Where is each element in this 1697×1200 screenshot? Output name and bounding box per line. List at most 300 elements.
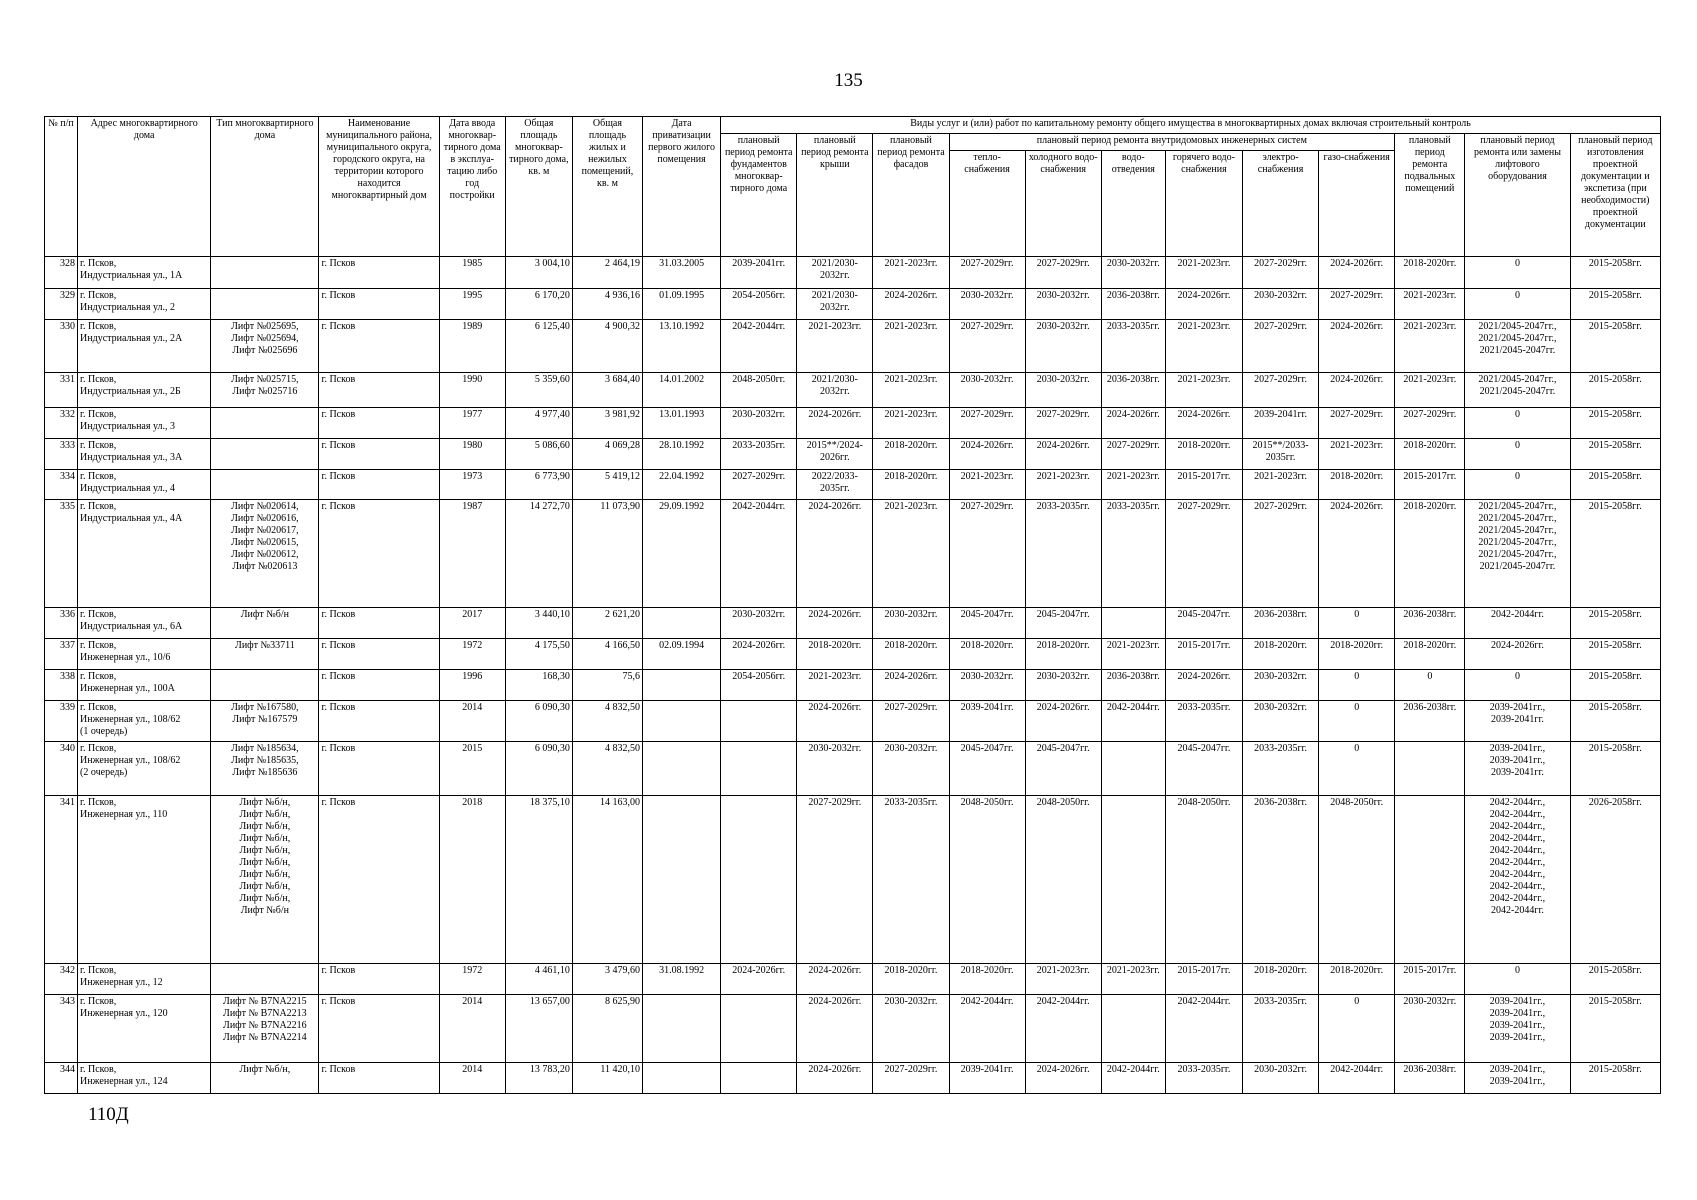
electric-cell: 2030-2032гг. [1243, 670, 1319, 701]
facade-cell: 2021-2023гг. [873, 373, 949, 408]
table-row [45, 257, 1661, 289]
design-docs-cell: 2015-2058гг. [1570, 995, 1660, 1063]
row-number: 329 [45, 289, 78, 320]
header-living-area: Общая площадь жилых и нежилых помещений, кв. м [572, 117, 642, 257]
basement-cell: 2018-2020гг. [1395, 639, 1465, 670]
design-docs-cell: 2015-2058гг. [1570, 373, 1660, 408]
sewer-cell: 2033-2035гг. [1101, 320, 1165, 373]
facade-cell: 2021-2023гг. [873, 500, 949, 608]
elevator-cell: 2024-2026гг. [1465, 639, 1570, 670]
heat-cell: 2027-2029гг. [949, 408, 1025, 439]
gas-cell: 2018-2020гг. [1319, 639, 1395, 670]
row-number: 338 [45, 670, 78, 701]
header-works-group: Виды услуг и (или) работ по капитальному ремонту общего имущества в многоквартирных домах включая строительный контроль [721, 117, 1661, 134]
year-cell: 2017 [439, 608, 505, 639]
electric-cell: 2027-2029гг. [1243, 500, 1319, 608]
type-cell [211, 289, 319, 320]
type-cell: Лифт №020614, Лифт №020616, Лифт №020617, Лифт №020615, Лифт №020612, Лифт №020613 [211, 500, 319, 608]
total-area-cell: 4 461,10 [505, 964, 572, 995]
privatization-cell: 22.04.1992 [643, 470, 721, 500]
foundation-cell [721, 796, 797, 964]
privatization-cell [643, 670, 721, 701]
table-row [45, 608, 1661, 639]
design-docs-cell: 2015-2058гг. [1570, 670, 1660, 701]
cold-water-cell: 2030-2032гг. [1025, 289, 1101, 320]
privatization-cell: 02.09.1994 [643, 639, 721, 670]
district-cell: г. Псков [319, 742, 439, 796]
sewer-cell: 2042-2044гг. [1101, 1063, 1165, 1094]
year-cell: 1989 [439, 320, 505, 373]
living-area-cell: 4 832,50 [572, 701, 642, 742]
foundation-cell: 2042-2044гг. [721, 500, 797, 608]
row-number: 336 [45, 608, 78, 639]
design-docs-cell: 2015-2058гг. [1570, 701, 1660, 742]
sewer-cell: 2036-2038гг. [1101, 373, 1165, 408]
row-number: 332 [45, 408, 78, 439]
cold-water-cell: 2018-2020гг. [1025, 639, 1101, 670]
basement-cell [1395, 796, 1465, 964]
gas-cell: 0 [1319, 608, 1395, 639]
gas-cell: 2024-2026гг. [1319, 373, 1395, 408]
heat-cell: 2027-2029гг. [949, 500, 1025, 608]
hot-water-cell: 2045-2047гг. [1165, 742, 1242, 796]
district-cell: г. Псков [319, 257, 439, 289]
roof-cell: 2027-2029гг. [797, 796, 873, 964]
hot-water-cell: 2033-2035гг. [1165, 701, 1242, 742]
hot-water-cell: 2015-2017гг. [1165, 964, 1242, 995]
hot-water-cell: 2021-2023гг. [1165, 320, 1242, 373]
total-area-cell: 6 773,90 [505, 470, 572, 500]
row-number: 335 [45, 500, 78, 608]
design-docs-cell: 2015-2058гг. [1570, 639, 1660, 670]
year-cell: 1995 [439, 289, 505, 320]
heat-cell: 2030-2032гг. [949, 373, 1025, 408]
elevator-cell: 0 [1465, 439, 1570, 470]
type-cell [211, 470, 319, 500]
header-district: Наименование муниципального района, муниципального округа, городского округа, на территории которого находится многоквартирный дом [319, 117, 439, 257]
design-docs-cell: 2015-2058гг. [1570, 408, 1660, 439]
privatization-cell: 13.01.1993 [643, 408, 721, 439]
elevator-cell: 2021/2045-2047гг., 2021/2045-2047гг., 2021/2045-2047гг. [1465, 320, 1570, 373]
cold-water-cell: 2021-2023гг. [1025, 964, 1101, 995]
type-cell: Лифт №33711 [211, 639, 319, 670]
electric-cell: 2039-2041гг. [1243, 408, 1319, 439]
heat-cell: 2018-2020гг. [949, 964, 1025, 995]
district-cell: г. Псков [319, 796, 439, 964]
address-cell: г. Псков, Индустриальная ул., 6А [78, 608, 211, 639]
district-cell: г. Псков [319, 701, 439, 742]
foundation-cell: 2030-2032гг. [721, 408, 797, 439]
basement-cell: 2021-2023гг. [1395, 373, 1465, 408]
foundation-cell: 2030-2032гг. [721, 608, 797, 639]
basement-cell: 2018-2020гг. [1395, 439, 1465, 470]
header-gas: газо-снабжения [1319, 151, 1395, 257]
gas-cell: 0 [1319, 742, 1395, 796]
address-cell: г. Псков, Инженерная ул., 108/62 (2 очередь) [78, 742, 211, 796]
type-cell [211, 670, 319, 701]
type-cell: Лифт №б/н, [211, 1063, 319, 1094]
facade-cell: 2024-2026гг. [873, 289, 949, 320]
header-total-area: Общая площадь многоквар-тирного дома, кв. м [505, 117, 572, 257]
cold-water-cell: 2024-2026гг. [1025, 439, 1101, 470]
address-cell: г. Псков, Индустриальная ул., 2 [78, 289, 211, 320]
design-docs-cell: 2015-2058гг. [1570, 320, 1660, 373]
elevator-cell: 2021/2045-2047гг., 2021/2045-2047гг., 2021/2045-2047гг., 2021/2045-2047гг., 2021/2045-2047гг., 2021/2045-2047гг. [1465, 500, 1570, 608]
living-area-cell: 75,6 [572, 670, 642, 701]
address-cell: г. Псков, Индустриальная ул., 2Б [78, 373, 211, 408]
design-docs-cell: 2015-2058гг. [1570, 289, 1660, 320]
district-cell: г. Псков [319, 373, 439, 408]
privatization-cell: 01.09.1995 [643, 289, 721, 320]
district-cell: г. Псков [319, 289, 439, 320]
foundation-cell: 2024-2026гг. [721, 639, 797, 670]
year-cell: 1996 [439, 670, 505, 701]
roof-cell: 2021-2023гг. [797, 320, 873, 373]
total-area-cell: 168,30 [505, 670, 572, 701]
basement-cell [1395, 742, 1465, 796]
total-area-cell: 4 977,40 [505, 408, 572, 439]
row-number: 344 [45, 1063, 78, 1094]
roof-cell: 2021/2030-2032гг. [797, 373, 873, 408]
sewer-cell: 2027-2029гг. [1101, 439, 1165, 470]
roof-cell: 2024-2026гг. [797, 701, 873, 742]
header-engineering-group: плановый период ремонта внутридомовых инженерных систем [949, 134, 1395, 151]
facade-cell: 2030-2032гг. [873, 608, 949, 639]
row-number: 337 [45, 639, 78, 670]
living-area-cell: 4 900,32 [572, 320, 642, 373]
sewer-cell: 2030-2032гг. [1101, 257, 1165, 289]
table-row [45, 1063, 1661, 1094]
total-area-cell: 13 657,00 [505, 995, 572, 1063]
design-docs-cell: 2015-2058гг. [1570, 742, 1660, 796]
year-cell: 2015 [439, 742, 505, 796]
roof-cell: 2024-2026гг. [797, 608, 873, 639]
district-cell: г. Псков [319, 670, 439, 701]
roof-cell: 2021/2030-2032гг. [797, 257, 873, 289]
basement-cell: 2036-2038гг. [1395, 701, 1465, 742]
sewer-cell [1101, 796, 1165, 964]
total-area-cell: 6 090,30 [505, 701, 572, 742]
privatization-cell [643, 701, 721, 742]
sewer-cell: 2021-2023гг. [1101, 964, 1165, 995]
heat-cell: 2042-2044гг. [949, 995, 1025, 1063]
elevator-cell: 2039-2041гг., 2039-2041гг., 2039-2041гг. [1465, 742, 1570, 796]
living-area-cell: 11 073,90 [572, 500, 642, 608]
row-number: 331 [45, 373, 78, 408]
foundation-cell: 2027-2029гг. [721, 470, 797, 500]
basement-cell: 2027-2029гг. [1395, 408, 1465, 439]
year-cell: 1972 [439, 639, 505, 670]
row-number: 330 [45, 320, 78, 373]
basement-cell: 2030-2032гг. [1395, 995, 1465, 1063]
living-area-cell: 2 621,20 [572, 608, 642, 639]
cold-water-cell: 2024-2026гг. [1025, 701, 1101, 742]
roof-cell: 2024-2026гг. [797, 500, 873, 608]
gas-cell: 2027-2029гг. [1319, 289, 1395, 320]
hot-water-cell: 2018-2020гг. [1165, 439, 1242, 470]
table-row [45, 742, 1661, 796]
district-cell: г. Псков [319, 500, 439, 608]
row-number: 343 [45, 995, 78, 1063]
gas-cell: 2018-2020гг. [1319, 964, 1395, 995]
foundation-cell: 2042-2044гг. [721, 320, 797, 373]
hot-water-cell: 2021-2023гг. [1165, 373, 1242, 408]
table-row [45, 964, 1661, 995]
facade-cell: 2021-2023гг. [873, 408, 949, 439]
living-area-cell: 11 420,10 [572, 1063, 642, 1094]
total-area-cell: 14 272,70 [505, 500, 572, 608]
living-area-cell: 4 832,50 [572, 742, 642, 796]
sewer-cell: 2036-2038гг. [1101, 289, 1165, 320]
address-cell: г. Псков, Инженерная ул., 124 [78, 1063, 211, 1094]
privatization-cell [643, 608, 721, 639]
basement-cell: 2036-2038гг. [1395, 608, 1465, 639]
type-cell: Лифт №167580, Лифт №167579 [211, 701, 319, 742]
cold-water-cell: 2021-2023гг. [1025, 470, 1101, 500]
basement-cell: 2018-2020гг. [1395, 500, 1465, 608]
address-cell: г. Псков, Индустриальная ул., 3 [78, 408, 211, 439]
type-cell: Лифт №025695, Лифт №025694, Лифт №025696 [211, 320, 319, 373]
header-commission: Дата ввода многоквар-тирного дома в эксплуа-тацию либо год постройки [439, 117, 505, 257]
roof-cell: 2024-2026гг. [797, 964, 873, 995]
table-row [45, 373, 1661, 408]
address-cell: г. Псков, Инженерная ул., 108/62 (1 очередь) [78, 701, 211, 742]
foundation-cell [721, 742, 797, 796]
design-docs-cell: 2015-2058гг. [1570, 1063, 1660, 1094]
header-address: Адрес многоквартирного дома [78, 117, 211, 257]
cold-water-cell: 2030-2032гг. [1025, 320, 1101, 373]
address-cell: г. Псков, Индустриальная ул., 4А [78, 500, 211, 608]
basement-cell: 2015-2017гг. [1395, 470, 1465, 500]
privatization-cell [643, 742, 721, 796]
address-cell: г. Псков, Индустриальная ул., 3А [78, 439, 211, 470]
electric-cell: 2027-2029гг. [1243, 373, 1319, 408]
type-cell [211, 964, 319, 995]
address-cell: г. Псков, Инженерная ул., 12 [78, 964, 211, 995]
cold-water-cell: 2030-2032гг. [1025, 670, 1101, 701]
privatization-cell: 29.09.1992 [643, 500, 721, 608]
living-area-cell: 3 684,40 [572, 373, 642, 408]
total-area-cell: 4 175,50 [505, 639, 572, 670]
facade-cell: 2027-2029гг. [873, 701, 949, 742]
row-number: 333 [45, 439, 78, 470]
elevator-cell: 2039-2041гг., 2039-2041гг. [1465, 701, 1570, 742]
elevator-cell: 2042-2044гг. [1465, 608, 1570, 639]
elevator-cell: 0 [1465, 408, 1570, 439]
sewer-cell: 2021-2023гг. [1101, 470, 1165, 500]
heat-cell: 2048-2050гг. [949, 796, 1025, 964]
row-number: 328 [45, 257, 78, 289]
header-sewer: водо-отведения [1101, 151, 1165, 257]
page-number: 135 [834, 70, 863, 91]
design-docs-cell: 2015-2058гг. [1570, 500, 1660, 608]
heat-cell: 2027-2029гг. [949, 320, 1025, 373]
sewer-cell: 2036-2038гг. [1101, 670, 1165, 701]
header-electric: электро-снабжения [1243, 151, 1319, 257]
type-cell [211, 408, 319, 439]
foundation-cell: 2033-2035гг. [721, 439, 797, 470]
roof-cell: 2024-2026гг. [797, 1063, 873, 1094]
table-row [45, 320, 1661, 373]
address-cell: г. Псков, Инженерная ул., 120 [78, 995, 211, 1063]
privatization-cell [643, 995, 721, 1063]
footer-code: 110Д [88, 1104, 129, 1125]
type-cell: Лифт № B7NA2215 Лифт № B7NA2213 Лифт № B7NA2216 Лифт № B7NA2214 [211, 995, 319, 1063]
gas-cell: 2048-2050гг. [1319, 796, 1395, 964]
heat-cell: 2027-2029гг. [949, 257, 1025, 289]
sewer-cell [1101, 995, 1165, 1063]
foundation-cell: 2024-2026гг. [721, 964, 797, 995]
privatization-cell: 31.03.2005 [643, 257, 721, 289]
table-row [45, 289, 1661, 320]
basement-cell: 2021-2023гг. [1395, 289, 1465, 320]
facade-cell: 2030-2032гг. [873, 742, 949, 796]
total-area-cell: 3 004,10 [505, 257, 572, 289]
electric-cell: 2027-2029гг. [1243, 320, 1319, 373]
electric-cell: 2030-2032гг. [1243, 701, 1319, 742]
hot-water-cell: 2024-2026гг. [1165, 289, 1242, 320]
electric-cell: 2018-2020гг. [1243, 964, 1319, 995]
facade-cell: 2021-2023гг. [873, 320, 949, 373]
design-docs-cell: 2015-2058гг. [1570, 608, 1660, 639]
type-cell [211, 257, 319, 289]
total-area-cell: 6 090,30 [505, 742, 572, 796]
elevator-cell: 2039-2041гг., 2039-2041гг., [1465, 1063, 1570, 1094]
hot-water-cell: 2021-2023гг. [1165, 257, 1242, 289]
table-row [45, 796, 1661, 964]
elevator-cell: 2039-2041гг., 2039-2041гг., 2039-2041гг., 2039-2041гг., [1465, 995, 1570, 1063]
foundation-cell: 2054-2056гг. [721, 289, 797, 320]
living-area-cell: 4 166,50 [572, 639, 642, 670]
roof-cell: 2021/2030-2032гг. [797, 289, 873, 320]
foundation-cell: 2039-2041гг. [721, 257, 797, 289]
privatization-cell [643, 1063, 721, 1094]
heat-cell: 2039-2041гг. [949, 701, 1025, 742]
sewer-cell [1101, 608, 1165, 639]
facade-cell: 2021-2023гг. [873, 257, 949, 289]
electric-cell: 2027-2029гг. [1243, 257, 1319, 289]
table-row [45, 439, 1661, 470]
district-cell: г. Псков [319, 995, 439, 1063]
header-basement: плановый период ремонта подвальных помещений [1395, 134, 1465, 257]
hot-water-cell: 2015-2017гг. [1165, 470, 1242, 500]
roof-cell: 2024-2026гг. [797, 995, 873, 1063]
row-number: 334 [45, 470, 78, 500]
cold-water-cell: 2045-2047гг. [1025, 608, 1101, 639]
year-cell: 1977 [439, 408, 505, 439]
roof-cell: 2021-2023гг. [797, 670, 873, 701]
total-area-cell: 6 170,20 [505, 289, 572, 320]
facade-cell: 2018-2020гг. [873, 964, 949, 995]
total-area-cell: 3 440,10 [505, 608, 572, 639]
header-privatization: Дата приватизации первого жилого помещения [643, 117, 721, 257]
sewer-cell: 2021-2023гг. [1101, 639, 1165, 670]
elevator-cell: 0 [1465, 257, 1570, 289]
row-number: 340 [45, 742, 78, 796]
basement-cell: 2015-2017гг. [1395, 964, 1465, 995]
living-area-cell: 3 479,60 [572, 964, 642, 995]
table-row [45, 500, 1661, 608]
table-row [45, 408, 1661, 439]
facade-cell: 2030-2032гг. [873, 995, 949, 1063]
heat-cell: 2024-2026гг. [949, 439, 1025, 470]
electric-cell: 2033-2035гг. [1243, 742, 1319, 796]
roof-cell: 2022/2033-2035гг. [797, 470, 873, 500]
living-area-cell: 4 069,28 [572, 439, 642, 470]
hot-water-cell: 2027-2029гг. [1165, 500, 1242, 608]
district-cell: г. Псков [319, 470, 439, 500]
elevator-cell: 0 [1465, 470, 1570, 500]
roof-cell: 2024-2026гг. [797, 408, 873, 439]
year-cell: 1973 [439, 470, 505, 500]
total-area-cell: 5 359,60 [505, 373, 572, 408]
district-cell: г. Псков [319, 439, 439, 470]
header-elevator: плановый период ремонта или замены лифтового оборудования [1465, 134, 1570, 257]
heat-cell: 2030-2032гг. [949, 670, 1025, 701]
privatization-cell [643, 796, 721, 964]
sewer-cell [1101, 742, 1165, 796]
type-cell: Лифт №025715, Лифт №025716 [211, 373, 319, 408]
facade-cell: 2018-2020гг. [873, 439, 949, 470]
electric-cell: 2030-2032гг. [1243, 289, 1319, 320]
facade-cell: 2018-2020гг. [873, 639, 949, 670]
sewer-cell: 2042-2044гг. [1101, 701, 1165, 742]
table-row [45, 701, 1661, 742]
foundation-cell [721, 995, 797, 1063]
living-area-cell: 5 419,12 [572, 470, 642, 500]
roof-cell: 2018-2020гг. [797, 639, 873, 670]
gas-cell: 0 [1319, 670, 1395, 701]
address-cell: г. Псков, Индустриальная ул., 1А [78, 257, 211, 289]
table-body [45, 257, 1661, 1094]
privatization-cell: 28.10.1992 [643, 439, 721, 470]
facade-cell: 2027-2029гг. [873, 1063, 949, 1094]
district-cell: г. Псков [319, 320, 439, 373]
header-num: № п/п [45, 117, 78, 257]
cold-water-cell: 2045-2047гг. [1025, 742, 1101, 796]
gas-cell: 2042-2044гг. [1319, 1063, 1395, 1094]
capital-repair-table [44, 116, 1661, 1094]
basement-cell: 2021-2023гг. [1395, 320, 1465, 373]
privatization-cell: 13.10.1992 [643, 320, 721, 373]
year-cell: 2014 [439, 1063, 505, 1094]
year-cell: 2014 [439, 701, 505, 742]
year-cell: 1972 [439, 964, 505, 995]
sewer-cell: 2024-2026гг. [1101, 408, 1165, 439]
header-type: Тип многоквартирного дома [211, 117, 319, 257]
facade-cell: 2018-2020гг. [873, 470, 949, 500]
row-number: 341 [45, 796, 78, 964]
electric-cell: 2036-2038гг. [1243, 796, 1319, 964]
address-cell: г. Псков, Инженерная ул., 10/6 [78, 639, 211, 670]
electric-cell: 2021-2023гг. [1243, 470, 1319, 500]
elevator-cell: 0 [1465, 670, 1570, 701]
hot-water-cell: 2024-2026гг. [1165, 408, 1242, 439]
district-cell: г. Псков [319, 639, 439, 670]
heat-cell: 2018-2020гг. [949, 639, 1025, 670]
living-area-cell: 8 625,90 [572, 995, 642, 1063]
electric-cell: 2018-2020гг. [1243, 639, 1319, 670]
roof-cell: 2030-2032гг. [797, 742, 873, 796]
gas-cell: 2021-2023гг. [1319, 439, 1395, 470]
facade-cell: 2024-2026гг. [873, 670, 949, 701]
hot-water-cell: 2024-2026гг. [1165, 670, 1242, 701]
gas-cell: 0 [1319, 995, 1395, 1063]
type-cell: Лифт №б/н, Лифт №б/н, Лифт №б/н, Лифт №б/н, Лифт №б/н, Лифт №б/н, Лифт №б/н, Лифт №б/н, Лифт №б/н, Лифт №б/н [211, 796, 319, 964]
header-heat: тепло-снабжения [949, 151, 1025, 257]
living-area-cell: 14 163,00 [572, 796, 642, 964]
electric-cell: 2015**/2033-2035гг. [1243, 439, 1319, 470]
